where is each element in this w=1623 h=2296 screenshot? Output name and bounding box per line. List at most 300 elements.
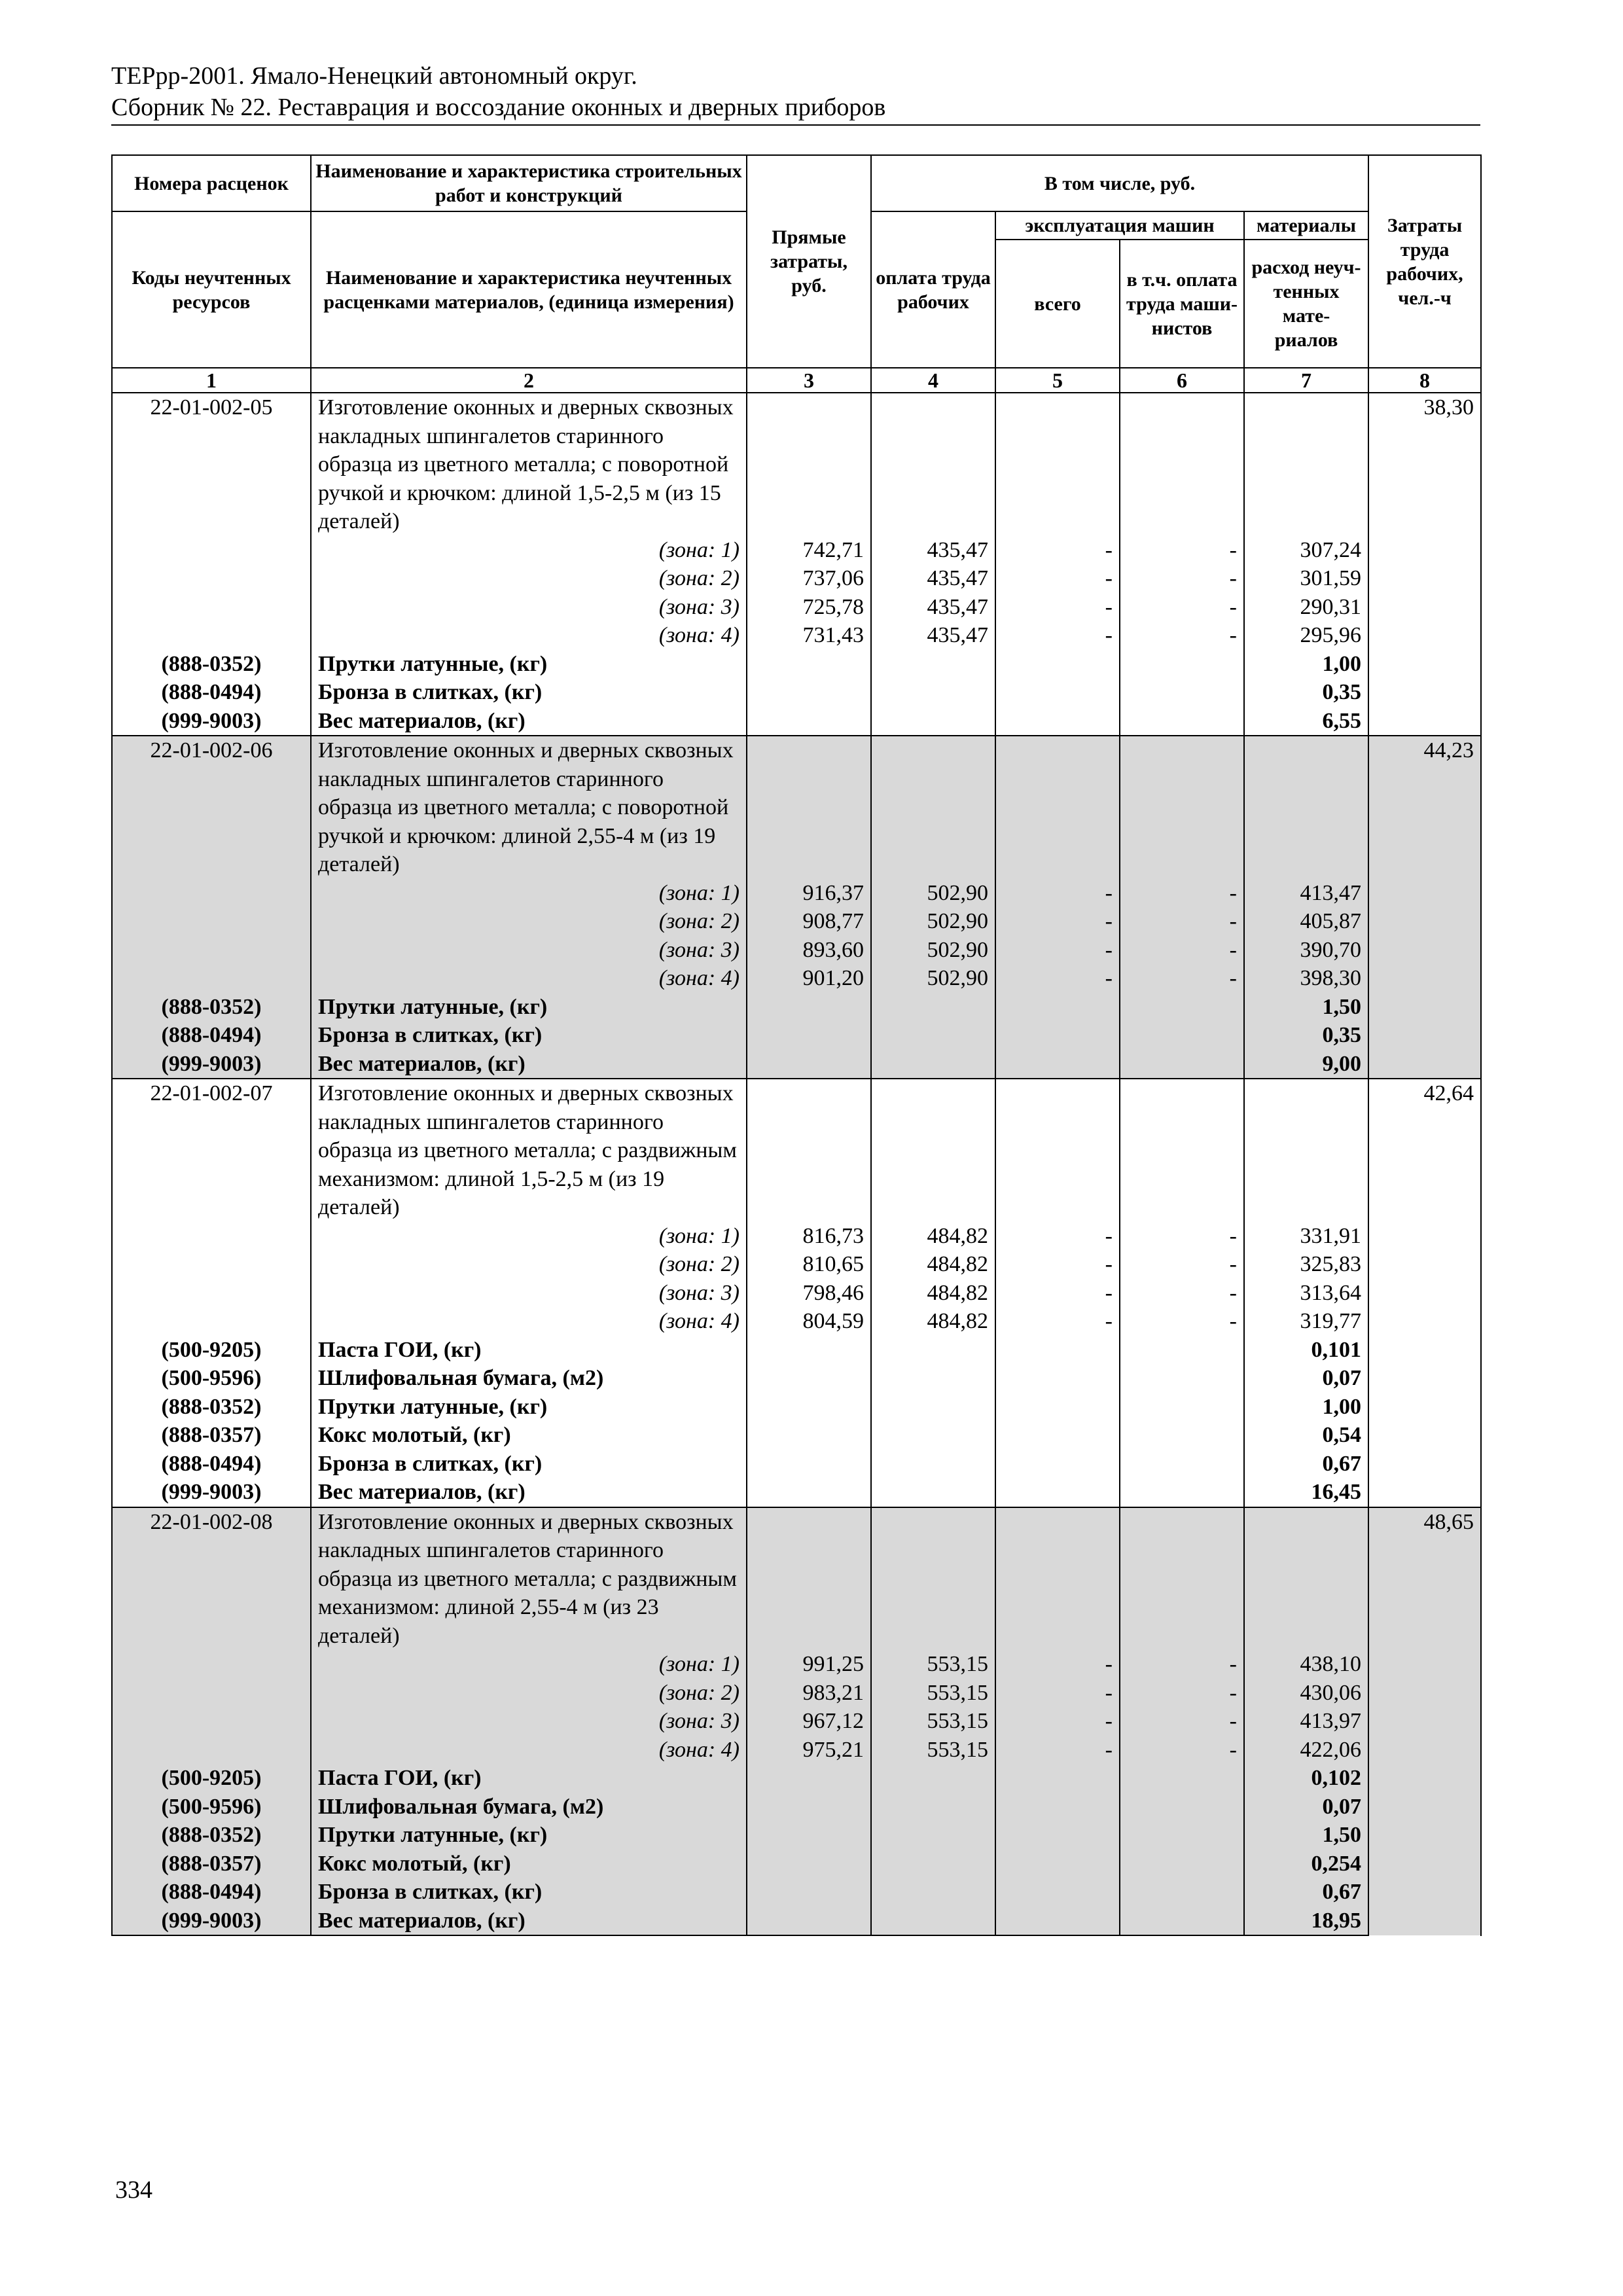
machine-cost: -	[995, 1707, 1120, 1736]
work-title: Изготовление оконных и дверных сквозных накладных шпингалетов старинного образца из цветного металла; с поворотной ручкой и крючком: длиной 2,55-4 м (из 19 деталей)	[311, 736, 747, 879]
col-unaccounted-materials: расход неуч- тенных мате- риалов	[1244, 240, 1368, 368]
entry-title-row	[112, 736, 1481, 879]
direct-cost: 916,37	[747, 879, 871, 908]
material-quantity: 0,07	[1244, 1793, 1368, 1821]
rate-code: 22-01-002-07	[112, 1079, 311, 1222]
resource-code: (888-0494)	[112, 1021, 311, 1050]
zone-label: (зона: 2)	[311, 907, 747, 936]
material-quantity: 0,54	[1244, 1421, 1368, 1450]
zone-row	[112, 1250, 1481, 1279]
materials-cost: 398,30	[1244, 964, 1368, 993]
col-materials: материалы	[1244, 211, 1368, 240]
material-row	[112, 1821, 1481, 1850]
empty-cell	[1120, 1793, 1244, 1821]
zone-row	[112, 564, 1481, 593]
empty-cell	[1244, 393, 1368, 536]
empty-cell	[871, 1050, 995, 1079]
material-row	[112, 1878, 1481, 1907]
zone-label: (зона: 2)	[311, 1679, 747, 1708]
empty-cell	[871, 1878, 995, 1907]
zone-row	[112, 879, 1481, 908]
material-name: Кокс молотый, (кг)	[311, 1421, 747, 1450]
empty-cell	[1120, 1450, 1244, 1479]
empty-cell	[871, 1079, 995, 1222]
zone-row	[112, 1707, 1481, 1736]
machinist-pay: -	[1120, 536, 1244, 565]
empty-cell	[1120, 1393, 1244, 1422]
empty-cell	[747, 1878, 871, 1907]
machinist-pay: -	[1120, 564, 1244, 593]
machinist-pay: -	[1120, 1679, 1244, 1708]
rate-code: 22-01-002-05	[112, 393, 311, 536]
direct-cost: 731,43	[747, 621, 871, 650]
col-number: 4	[871, 368, 995, 393]
machinist-pay: -	[1120, 936, 1244, 965]
empty-cell	[747, 1850, 871, 1878]
materials-cost: 413,97	[1244, 1707, 1368, 1736]
machine-cost: -	[995, 936, 1120, 965]
material-row	[112, 1793, 1481, 1821]
empty-cell	[995, 1021, 1120, 1050]
resource-code: (888-0357)	[112, 1850, 311, 1878]
col-worker-pay: оплата труда рабочих	[871, 211, 995, 368]
machine-cost: -	[995, 1250, 1120, 1279]
empty-cell	[995, 1764, 1120, 1793]
materials-cost: 313,64	[1244, 1279, 1368, 1308]
material-row	[112, 1850, 1481, 1878]
machine-cost: -	[995, 1736, 1120, 1765]
empty-cell	[112, 936, 311, 965]
direct-cost: 908,77	[747, 907, 871, 936]
resource-code: (500-9596)	[112, 1793, 311, 1821]
material-name: Вес материалов, (кг)	[311, 1478, 747, 1507]
machinist-pay: -	[1120, 1279, 1244, 1308]
document-header	[111, 60, 1480, 123]
material-row	[112, 1336, 1481, 1365]
labor-cost: 44,23	[1368, 736, 1481, 1079]
empty-cell	[871, 1764, 995, 1793]
zone-label: (зона: 4)	[311, 1307, 747, 1336]
material-row	[112, 707, 1481, 736]
col-direct-costs: Прямые затраты, руб.	[747, 155, 871, 368]
material-quantity: 0,35	[1244, 678, 1368, 707]
machine-cost: -	[995, 1650, 1120, 1679]
empty-cell	[112, 879, 311, 908]
col-number: 7	[1244, 368, 1368, 393]
empty-cell	[112, 1307, 311, 1336]
material-name: Бронза в слитках, (кг)	[311, 1450, 747, 1479]
empty-cell	[747, 1393, 871, 1422]
empty-cell	[1120, 1364, 1244, 1393]
empty-cell	[871, 1850, 995, 1878]
machine-cost: -	[995, 593, 1120, 622]
col-work-name: Наименование и характеристика строительных работ и конструкций	[311, 155, 747, 211]
zone-row	[112, 593, 1481, 622]
material-quantity: 16,45	[1244, 1478, 1368, 1507]
worker-pay: 502,90	[871, 907, 995, 936]
direct-cost: 901,20	[747, 964, 871, 993]
empty-cell	[1120, 1478, 1244, 1507]
empty-cell	[1120, 993, 1244, 1022]
empty-cell	[747, 1336, 871, 1365]
material-row	[112, 1478, 1481, 1507]
page-number: 334	[115, 2176, 152, 2204]
empty-cell	[747, 1793, 871, 1821]
empty-cell	[747, 678, 871, 707]
empty-cell	[1244, 736, 1368, 879]
material-row	[112, 993, 1481, 1022]
empty-cell	[1244, 1507, 1368, 1651]
zone-row	[112, 907, 1481, 936]
material-name: Шлифовальная бумага, (м2)	[311, 1364, 747, 1393]
empty-cell	[1120, 1821, 1244, 1850]
work-title: Изготовление оконных и дверных сквозных накладных шпингалетов старинного образца из цветного металла; с раздвижным механизмом: длиной 2,55-4 м (из 23 деталей)	[311, 1507, 747, 1651]
empty-cell	[112, 1250, 311, 1279]
material-row	[112, 1907, 1481, 1936]
worker-pay: 435,47	[871, 536, 995, 565]
empty-cell	[112, 1279, 311, 1308]
empty-cell	[871, 678, 995, 707]
materials-cost: 319,77	[1244, 1307, 1368, 1336]
empty-cell	[112, 1650, 311, 1679]
zone-label: (зона: 4)	[311, 1736, 747, 1765]
worker-pay: 484,82	[871, 1222, 995, 1251]
entry-title-row	[112, 1079, 1481, 1222]
empty-cell	[112, 621, 311, 650]
material-row	[112, 1393, 1481, 1422]
worker-pay: 553,15	[871, 1650, 995, 1679]
material-quantity: 18,95	[1244, 1907, 1368, 1936]
machinist-pay: -	[1120, 964, 1244, 993]
col-number: 1	[112, 368, 311, 393]
material-quantity: 0,101	[1244, 1336, 1368, 1365]
rate-code: 22-01-002-06	[112, 736, 311, 879]
machine-cost: -	[995, 879, 1120, 908]
empty-cell	[747, 993, 871, 1022]
zone-row	[112, 936, 1481, 965]
zone-label: (зона: 1)	[311, 1650, 747, 1679]
empty-cell	[112, 1707, 311, 1736]
zone-row	[112, 1279, 1481, 1308]
machinist-pay: -	[1120, 1307, 1244, 1336]
empty-cell	[112, 964, 311, 993]
worker-pay: 502,90	[871, 964, 995, 993]
empty-cell	[1120, 1878, 1244, 1907]
empty-cell	[112, 536, 311, 565]
empty-cell	[1120, 1764, 1244, 1793]
empty-cell	[747, 1821, 871, 1850]
zone-row	[112, 1222, 1481, 1251]
materials-cost: 405,87	[1244, 907, 1368, 936]
resource-code: (999-9003)	[112, 1478, 311, 1507]
materials-cost: 390,70	[1244, 936, 1368, 965]
zone-label: (зона: 4)	[311, 621, 747, 650]
empty-cell	[747, 1421, 871, 1450]
empty-cell	[112, 593, 311, 622]
empty-cell	[747, 736, 871, 879]
rates-table	[111, 154, 1482, 1936]
col-number: 2	[311, 368, 747, 393]
direct-cost: 893,60	[747, 936, 871, 965]
empty-cell	[871, 993, 995, 1022]
empty-cell	[871, 1364, 995, 1393]
empty-cell	[995, 1850, 1120, 1878]
materials-cost: 301,59	[1244, 564, 1368, 593]
direct-cost: 991,25	[747, 1650, 871, 1679]
machine-cost: -	[995, 1279, 1120, 1308]
worker-pay: 435,47	[871, 564, 995, 593]
material-name: Бронза в слитках, (кг)	[311, 1021, 747, 1050]
empty-cell	[747, 1907, 871, 1936]
machinist-pay: -	[1120, 907, 1244, 936]
empty-cell	[995, 393, 1120, 536]
labor-cost: 38,30	[1368, 393, 1481, 736]
machine-cost: -	[995, 1307, 1120, 1336]
empty-cell	[747, 1364, 871, 1393]
materials-cost: 295,96	[1244, 621, 1368, 650]
worker-pay: 502,90	[871, 936, 995, 965]
materials-cost: 413,47	[1244, 879, 1368, 908]
materials-cost: 290,31	[1244, 593, 1368, 622]
zone-row	[112, 1679, 1481, 1708]
table-body	[112, 393, 1481, 1935]
empty-cell	[995, 1050, 1120, 1079]
col-resource-codes: Коды неучтенных ресурсов	[112, 211, 311, 368]
zone-label: (зона: 3)	[311, 936, 747, 965]
empty-cell	[995, 1364, 1120, 1393]
material-quantity: 0,67	[1244, 1450, 1368, 1479]
machinist-pay: -	[1120, 1707, 1244, 1736]
resource-code: (500-9205)	[112, 1764, 311, 1793]
machine-cost: -	[995, 1679, 1120, 1708]
machine-cost: -	[995, 621, 1120, 650]
empty-cell	[995, 650, 1120, 679]
empty-cell	[871, 1021, 995, 1050]
empty-cell	[747, 1050, 871, 1079]
empty-cell	[1120, 650, 1244, 679]
machine-cost: -	[995, 536, 1120, 565]
direct-cost: 725,78	[747, 593, 871, 622]
material-name: Вес материалов, (кг)	[311, 707, 747, 736]
empty-cell	[1120, 707, 1244, 736]
worker-pay: 484,82	[871, 1250, 995, 1279]
resource-code: (999-9003)	[112, 1907, 311, 1936]
material-quantity: 1,50	[1244, 993, 1368, 1022]
zone-row	[112, 1307, 1481, 1336]
empty-cell	[995, 1878, 1120, 1907]
col-total: всего	[995, 240, 1120, 368]
empty-cell	[995, 1821, 1120, 1850]
empty-cell	[995, 1793, 1120, 1821]
empty-cell	[871, 1821, 995, 1850]
zone-label: (зона: 1)	[311, 879, 747, 908]
material-row	[112, 1050, 1481, 1079]
material-name: Прутки латунные, (кг)	[311, 1821, 747, 1850]
worker-pay: 484,82	[871, 1307, 995, 1336]
empty-cell	[1120, 1079, 1244, 1222]
zone-label: (зона: 3)	[311, 1707, 747, 1736]
worker-pay: 502,90	[871, 879, 995, 908]
resource-code: (888-0494)	[112, 1878, 311, 1907]
machinist-pay: -	[1120, 879, 1244, 908]
empty-cell	[747, 393, 871, 536]
header-divider	[111, 124, 1480, 126]
empty-cell	[995, 736, 1120, 879]
machinist-pay: -	[1120, 621, 1244, 650]
empty-cell	[112, 1222, 311, 1251]
empty-cell	[995, 1507, 1120, 1651]
empty-cell	[871, 736, 995, 879]
material-name: Вес материалов, (кг)	[311, 1907, 747, 1936]
empty-cell	[1120, 1021, 1244, 1050]
empty-cell	[1120, 1050, 1244, 1079]
empty-cell	[1120, 678, 1244, 707]
worker-pay: 553,15	[871, 1736, 995, 1765]
direct-cost: 742,71	[747, 536, 871, 565]
empty-cell	[1244, 1079, 1368, 1222]
zone-label: (зона: 1)	[311, 536, 747, 565]
labor-cost: 48,65	[1368, 1507, 1481, 1936]
resource-code: (888-0352)	[112, 1821, 311, 1850]
material-quantity: 0,254	[1244, 1850, 1368, 1878]
material-quantity: 0,07	[1244, 1364, 1368, 1393]
header-title-line1: ТЕРрр-2001. Ямало-Ненецкий автономный округ.	[111, 62, 637, 90]
col-number: 3	[747, 368, 871, 393]
resource-code: (888-0352)	[112, 993, 311, 1022]
resource-code: (500-9205)	[112, 1336, 311, 1365]
material-row	[112, 1364, 1481, 1393]
materials-cost: 325,83	[1244, 1250, 1368, 1279]
work-title: Изготовление оконных и дверных сквозных накладных шпингалетов старинного образца из цветного металла; с раздвижным механизмом: длиной 1,5-2,5 м (из 19 деталей)	[311, 1079, 747, 1222]
materials-cost: 422,06	[1244, 1736, 1368, 1765]
worker-pay: 553,15	[871, 1707, 995, 1736]
resource-code: (888-0357)	[112, 1421, 311, 1450]
empty-cell	[871, 1507, 995, 1651]
empty-cell	[995, 1336, 1120, 1365]
machine-cost: -	[995, 1222, 1120, 1251]
material-quantity: 0,67	[1244, 1878, 1368, 1907]
empty-cell	[112, 564, 311, 593]
empty-cell	[871, 1450, 995, 1479]
col-number: 5	[995, 368, 1120, 393]
material-row	[112, 650, 1481, 679]
materials-cost: 331,91	[1244, 1222, 1368, 1251]
empty-cell	[871, 1793, 995, 1821]
direct-cost: 975,21	[747, 1736, 871, 1765]
zone-label: (зона: 3)	[311, 1279, 747, 1308]
entry-title-row	[112, 1507, 1481, 1651]
machinist-pay: -	[1120, 593, 1244, 622]
material-name: Прутки латунные, (кг)	[311, 650, 747, 679]
empty-cell	[995, 1478, 1120, 1507]
zone-row	[112, 1736, 1481, 1765]
material-name: Паста ГОИ, (кг)	[311, 1336, 747, 1365]
empty-cell	[1120, 1421, 1244, 1450]
material-row	[112, 678, 1481, 707]
worker-pay: 553,15	[871, 1679, 995, 1708]
empty-cell	[1120, 393, 1244, 536]
header-title-line2: Сборник № 22. Реставрация и воссоздание оконных и дверных приборов	[111, 94, 886, 121]
direct-cost: 810,65	[747, 1250, 871, 1279]
empty-cell	[747, 1764, 871, 1793]
work-title: Изготовление оконных и дверных сквозных накладных шпингалетов старинного образца из цветного металла; с поворотной ручкой и крючком: длиной 1,5-2,5 м (из 15 деталей)	[311, 393, 747, 536]
resource-code: (500-9596)	[112, 1364, 311, 1393]
machine-cost: -	[995, 564, 1120, 593]
material-name: Вес материалов, (кг)	[311, 1050, 747, 1079]
material-row	[112, 1021, 1481, 1050]
labor-cost: 42,64	[1368, 1079, 1481, 1507]
empty-cell	[871, 650, 995, 679]
machinist-pay: -	[1120, 1650, 1244, 1679]
zone-row	[112, 536, 1481, 565]
zone-row	[112, 621, 1481, 650]
rate-code: 22-01-002-08	[112, 1507, 311, 1651]
material-name: Бронза в слитках, (кг)	[311, 1878, 747, 1907]
zone-label: (зона: 3)	[311, 593, 747, 622]
material-quantity: 9,00	[1244, 1050, 1368, 1079]
zone-label: (зона: 4)	[311, 964, 747, 993]
empty-cell	[747, 1478, 871, 1507]
direct-cost: 967,12	[747, 1707, 871, 1736]
material-quantity: 0,35	[1244, 1021, 1368, 1050]
materials-cost: 438,10	[1244, 1650, 1368, 1679]
machine-cost: -	[995, 907, 1120, 936]
col-machinist-pay: в т.ч. оплата труда маши- нистов	[1120, 240, 1244, 368]
worker-pay: 484,82	[871, 1279, 995, 1308]
col-material-names: Наименование и характеристика неучтенных расценками материалов, (единица измерения)	[311, 211, 747, 368]
material-name: Бронза в слитках, (кг)	[311, 678, 747, 707]
empty-cell	[995, 1079, 1120, 1222]
worker-pay: 435,47	[871, 621, 995, 650]
material-row	[112, 1421, 1481, 1450]
machinist-pay: -	[1120, 1736, 1244, 1765]
material-quantity: 0,102	[1244, 1764, 1368, 1793]
empty-cell	[1120, 1907, 1244, 1936]
resource-code: (999-9003)	[112, 1050, 311, 1079]
resource-code: (888-0352)	[112, 650, 311, 679]
entry-title-row	[112, 393, 1481, 536]
empty-cell	[871, 393, 995, 536]
material-row	[112, 1764, 1481, 1793]
material-row	[112, 1450, 1481, 1479]
material-quantity: 1,50	[1244, 1821, 1368, 1850]
material-quantity: 6,55	[1244, 707, 1368, 736]
material-name: Прутки латунные, (кг)	[311, 1393, 747, 1422]
worker-pay: 435,47	[871, 593, 995, 622]
empty-cell	[871, 707, 995, 736]
col-machine-operation: эксплуатация машин	[995, 211, 1244, 240]
material-name: Шлифовальная бумага, (м2)	[311, 1793, 747, 1821]
resource-code: (888-0352)	[112, 1393, 311, 1422]
materials-cost: 430,06	[1244, 1679, 1368, 1708]
zone-label: (зона: 1)	[311, 1222, 747, 1251]
empty-cell	[871, 1421, 995, 1450]
direct-cost: 816,73	[747, 1222, 871, 1251]
empty-cell	[747, 1021, 871, 1050]
empty-cell	[1120, 1507, 1244, 1651]
empty-cell	[747, 1450, 871, 1479]
col-rate-numbers: Номера расценок	[112, 155, 311, 211]
zone-row	[112, 1650, 1481, 1679]
empty-cell	[995, 1393, 1120, 1422]
col-labor-costs: Затраты труда рабочих, чел.-ч	[1368, 155, 1481, 368]
zone-label: (зона: 2)	[311, 1250, 747, 1279]
material-quantity: 1,00	[1244, 1393, 1368, 1422]
empty-cell	[871, 1907, 995, 1936]
empty-cell	[1120, 1336, 1244, 1365]
machine-cost: -	[995, 964, 1120, 993]
material-quantity: 1,00	[1244, 650, 1368, 679]
